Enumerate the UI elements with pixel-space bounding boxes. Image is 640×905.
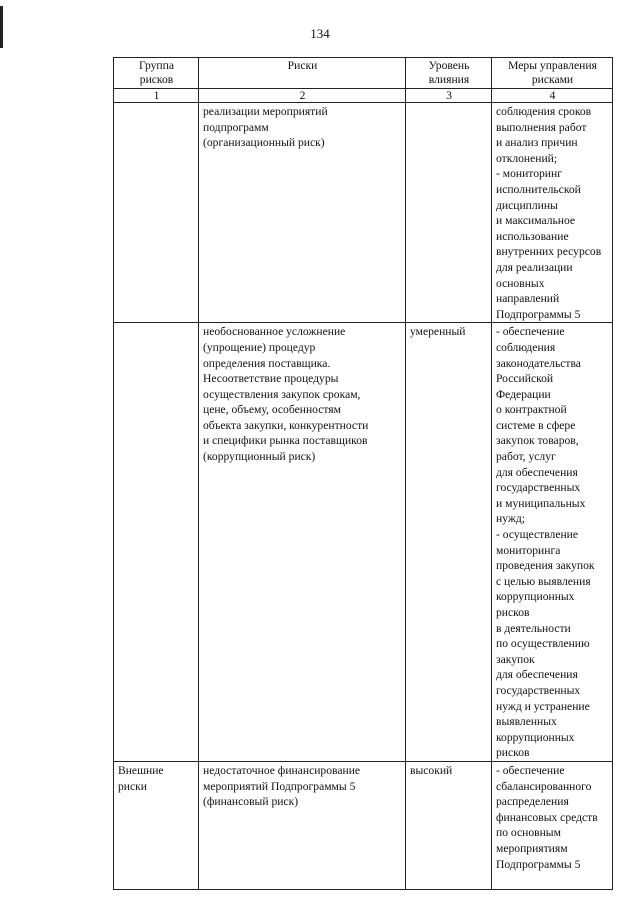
risk-table bbox=[113, 57, 613, 890]
table-header-row bbox=[114, 58, 613, 89]
risk-group-cell: Внешние риски bbox=[114, 761, 199, 889]
column-number-row bbox=[114, 89, 613, 103]
page-number: 134 bbox=[310, 26, 330, 41]
column-number: 4 bbox=[492, 89, 613, 103]
risk-cell: недостаточное финансирование мероприятий Подпрограммы 5 (финансовый риск) bbox=[199, 761, 406, 889]
impact-level-cell: высокий bbox=[406, 761, 492, 889]
measures-cell: - обеспечение сбалансированного распределения финансовых средств по основным мероприятиям Подпрограммы 5 bbox=[492, 761, 613, 889]
impact-level-cell bbox=[406, 103, 492, 323]
table-row bbox=[114, 761, 613, 889]
risk-group-cell bbox=[114, 103, 199, 323]
column-number: 1 bbox=[114, 89, 199, 103]
risk-group-cell bbox=[114, 323, 199, 762]
risk-cell: реализации мероприятий подпрограмм (организационный риск) bbox=[199, 103, 406, 323]
table-row bbox=[114, 103, 613, 323]
measures-cell: соблюдения сроков выполнения работ и анализ причин отклонений; - мониторинг исполнительской дисциплины и максимальное использование внутренних ресурсов для реализации основных направлений Подпрограммы 5 bbox=[492, 103, 613, 323]
impact-level-cell: умеренный bbox=[406, 323, 492, 762]
header-risks: Риски bbox=[199, 58, 406, 89]
header-risk-group: Группа рисков bbox=[114, 58, 199, 89]
header-impact-level: Уровень влияния bbox=[406, 58, 492, 89]
table-row bbox=[114, 323, 613, 762]
measures-cell: - обеспечение соблюдения законодательства Российской Федерации о контрактной системе в сфере закупок товаров, работ, услуг для обеспечения государственных и муниципальных нужд; - осуществление мониторинга проведения закупок с целью выявления коррупционных рисков в деятельности по осуществлению закупок для обеспечения государственных нужд и устранение выявленных коррупционных рисков bbox=[492, 323, 613, 762]
header-management-measures: Меры управления рисками bbox=[492, 58, 613, 89]
column-number: 3 bbox=[406, 89, 492, 103]
column-number: 2 bbox=[199, 89, 406, 103]
risk-cell: необоснованное усложнение (упрощение) процедур определения поставщика. Несоответствие процедуры осуществления закупок срокам, цене, объему, особенностям объекта закупки, конкурентности и специфики рынка поставщиков (коррупционный риск) bbox=[199, 323, 406, 762]
